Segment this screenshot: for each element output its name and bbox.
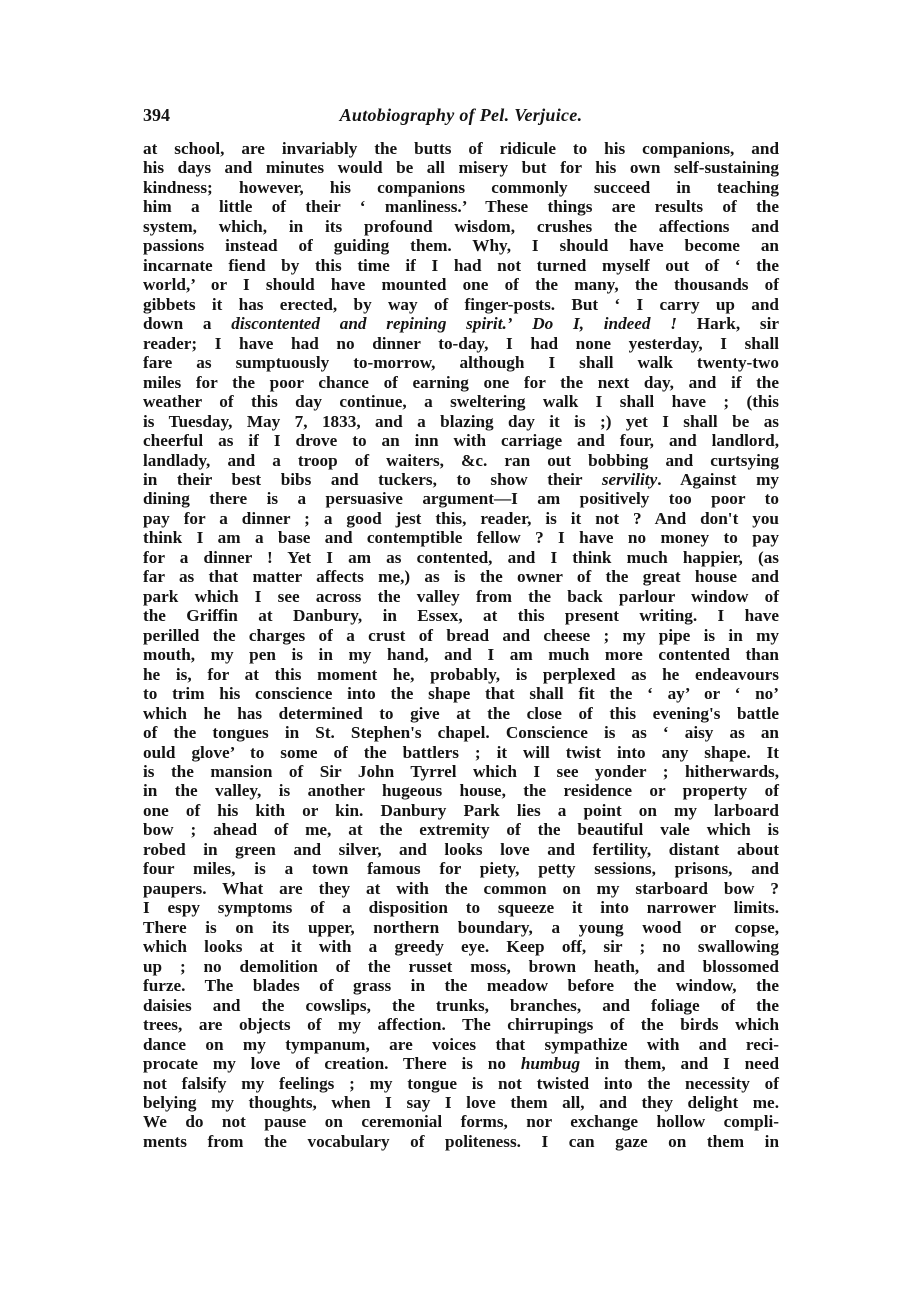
text-line: trees, are objects of my affection. The chirrupings of the birds which — [143, 1015, 779, 1035]
text-line: miles for the poor chance of earning one for the next day, and if the — [143, 372, 779, 392]
text-line: for a dinner ! Yet I am as contented, and I think much happier, (as — [143, 547, 779, 567]
text-line: is Tuesday, May 7, 1833, and a blazing day it is ;) yet I shall be as — [143, 411, 779, 431]
text-line: belying my thoughts, when I say I love them all, and they delight me. — [143, 1092, 779, 1112]
text-line: weather of this day continue, a sweltering walk I shall have ; (this — [143, 392, 779, 412]
text-line: reader; I have had no dinner to-day, I had none yesterday, I shall — [143, 333, 779, 353]
text-line: in the valley, is another hugeous house, the residence or property of — [143, 781, 779, 801]
text-line: four miles, is a town famous for piety, petty sessions, prisons, and — [143, 859, 779, 879]
text-line: to trim his conscience into the shape that shall fit the ‘ ay’ or ‘ no’ — [143, 684, 779, 704]
text-line: gibbets it has erected, by way of finger-posts. But ‘ I carry up and — [143, 294, 779, 314]
text-line: the Griffin at Danbury, in Essex, at this present writing. I have — [143, 606, 779, 626]
text-line: one of his kith or kin. Danbury Park lies a point on my larboard — [143, 800, 779, 820]
text-line: at school, are invariably the butts of ridicule to his companions, and — [143, 139, 779, 158]
text-line: furze. The blades of grass in the meadow before the window, the — [143, 976, 779, 996]
text-line: passions instead of guiding them. Why, I should have become an — [143, 236, 779, 256]
text-line: We do not pause on ceremonial forms, nor exchange hollow compli- — [143, 1112, 779, 1132]
text-line: daisies and the cowslips, the trunks, branches, and foliage of the — [143, 995, 779, 1015]
text-line: dining there is a persuasive argument—I am positively too poor to — [143, 489, 779, 509]
text-line: pay for a dinner ; a good jest this, reader, is it not ? And don't you — [143, 508, 779, 528]
text-line: perilled the charges of a crust of bread and cheese ; my pipe is in my — [143, 625, 779, 645]
text-line: ould glove’ to some of the battlers ; it will twist into any shape. It — [143, 742, 779, 762]
running-title: Autobiography of Pel. Verjuice. — [339, 105, 583, 125]
text-line: fare as sumptuously to-morrow, although I shall walk twenty-two — [143, 353, 779, 373]
text-line: There is on its upper, northern boundary, a young wood or copse, — [143, 917, 779, 937]
text-line: paupers. What are they at with the common on my starboard bow ? — [143, 878, 779, 898]
book-page — [143, 104, 779, 1151]
text-line: bow ; ahead of me, at the extremity of the beautiful vale which is — [143, 820, 779, 840]
text-line: dance on my tympanum, are voices that sympathize with and reci- — [143, 1034, 779, 1054]
text-line: park which I see across the valley from the back parlour window of — [143, 586, 779, 606]
text-line: incarnate fiend by this time if I had not turned myself out of ‘ the — [143, 255, 779, 275]
body-text — [143, 139, 779, 1151]
text-line: landlady, and a troop of waiters, &c. ran out bobbing and curtsying — [143, 450, 779, 470]
text-line: in their best bibs and tuckers, to show their servility. Against my — [143, 469, 779, 489]
text-line: think I am a base and contemptible fellow ? I have no money to pay — [143, 528, 779, 548]
text-line: his days and minutes would be all misery but for his own self-sustaining — [143, 158, 779, 178]
text-line: far as that matter affects me,) as is the owner of the great house and — [143, 567, 779, 587]
text-line: procate my love of creation. There is no humbug in them, and I need — [143, 1054, 780, 1074]
text-line: system, which, in its profound wisdom, crushes the affections and — [143, 216, 779, 236]
text-line: is the mansion of Sir John Tyrrel which I see yonder ; hitherwards, — [143, 762, 779, 781]
text-line: kindness; however, his companions commonly succeed in teaching — [143, 177, 779, 197]
text-line: he is, for at this moment he, probably, is perplexed as he endeavours — [143, 664, 779, 684]
text-line: of the tongues in St. Stephen's chapel. Conscience is as ‘ aisy as an — [143, 723, 779, 743]
text-line: I espy symptoms of a disposition to squeeze it into narrower limits. — [143, 898, 779, 918]
text-line: up ; no demolition of the russet moss, brown heath, and blossomed — [143, 956, 779, 976]
text-line: down a discontented and repining spirit.’ Do I, indeed ! Hark, sir — [143, 314, 779, 334]
running-head — [143, 104, 779, 130]
text-line: which looks at it with a greedy eye. Keep off, sir ; no swallowing — [143, 937, 779, 957]
text-line: cheerful as if I drove to an inn with carriage and four, and landlord, — [143, 431, 779, 451]
text-line: which he has determined to give at the close of this evening's battle — [143, 703, 779, 723]
text-line: robed in green and silver, and looks love and fertility, distant about — [143, 839, 779, 859]
text-line: not falsify my feelings ; my tongue is not twisted into the necessity of — [143, 1073, 779, 1093]
text-line: ments from the vocabulary of politeness. I can gaze on them in — [143, 1131, 779, 1151]
text-line: world,’ or I should have mounted one of the many, the thousands of — [143, 275, 779, 295]
text-line: him a little of their ‘ manliness.’ These things are results of the — [143, 197, 779, 217]
page-number: 394 — [143, 105, 170, 125]
text-line: mouth, my pen is in my hand, and I am much more contented than — [143, 645, 779, 665]
